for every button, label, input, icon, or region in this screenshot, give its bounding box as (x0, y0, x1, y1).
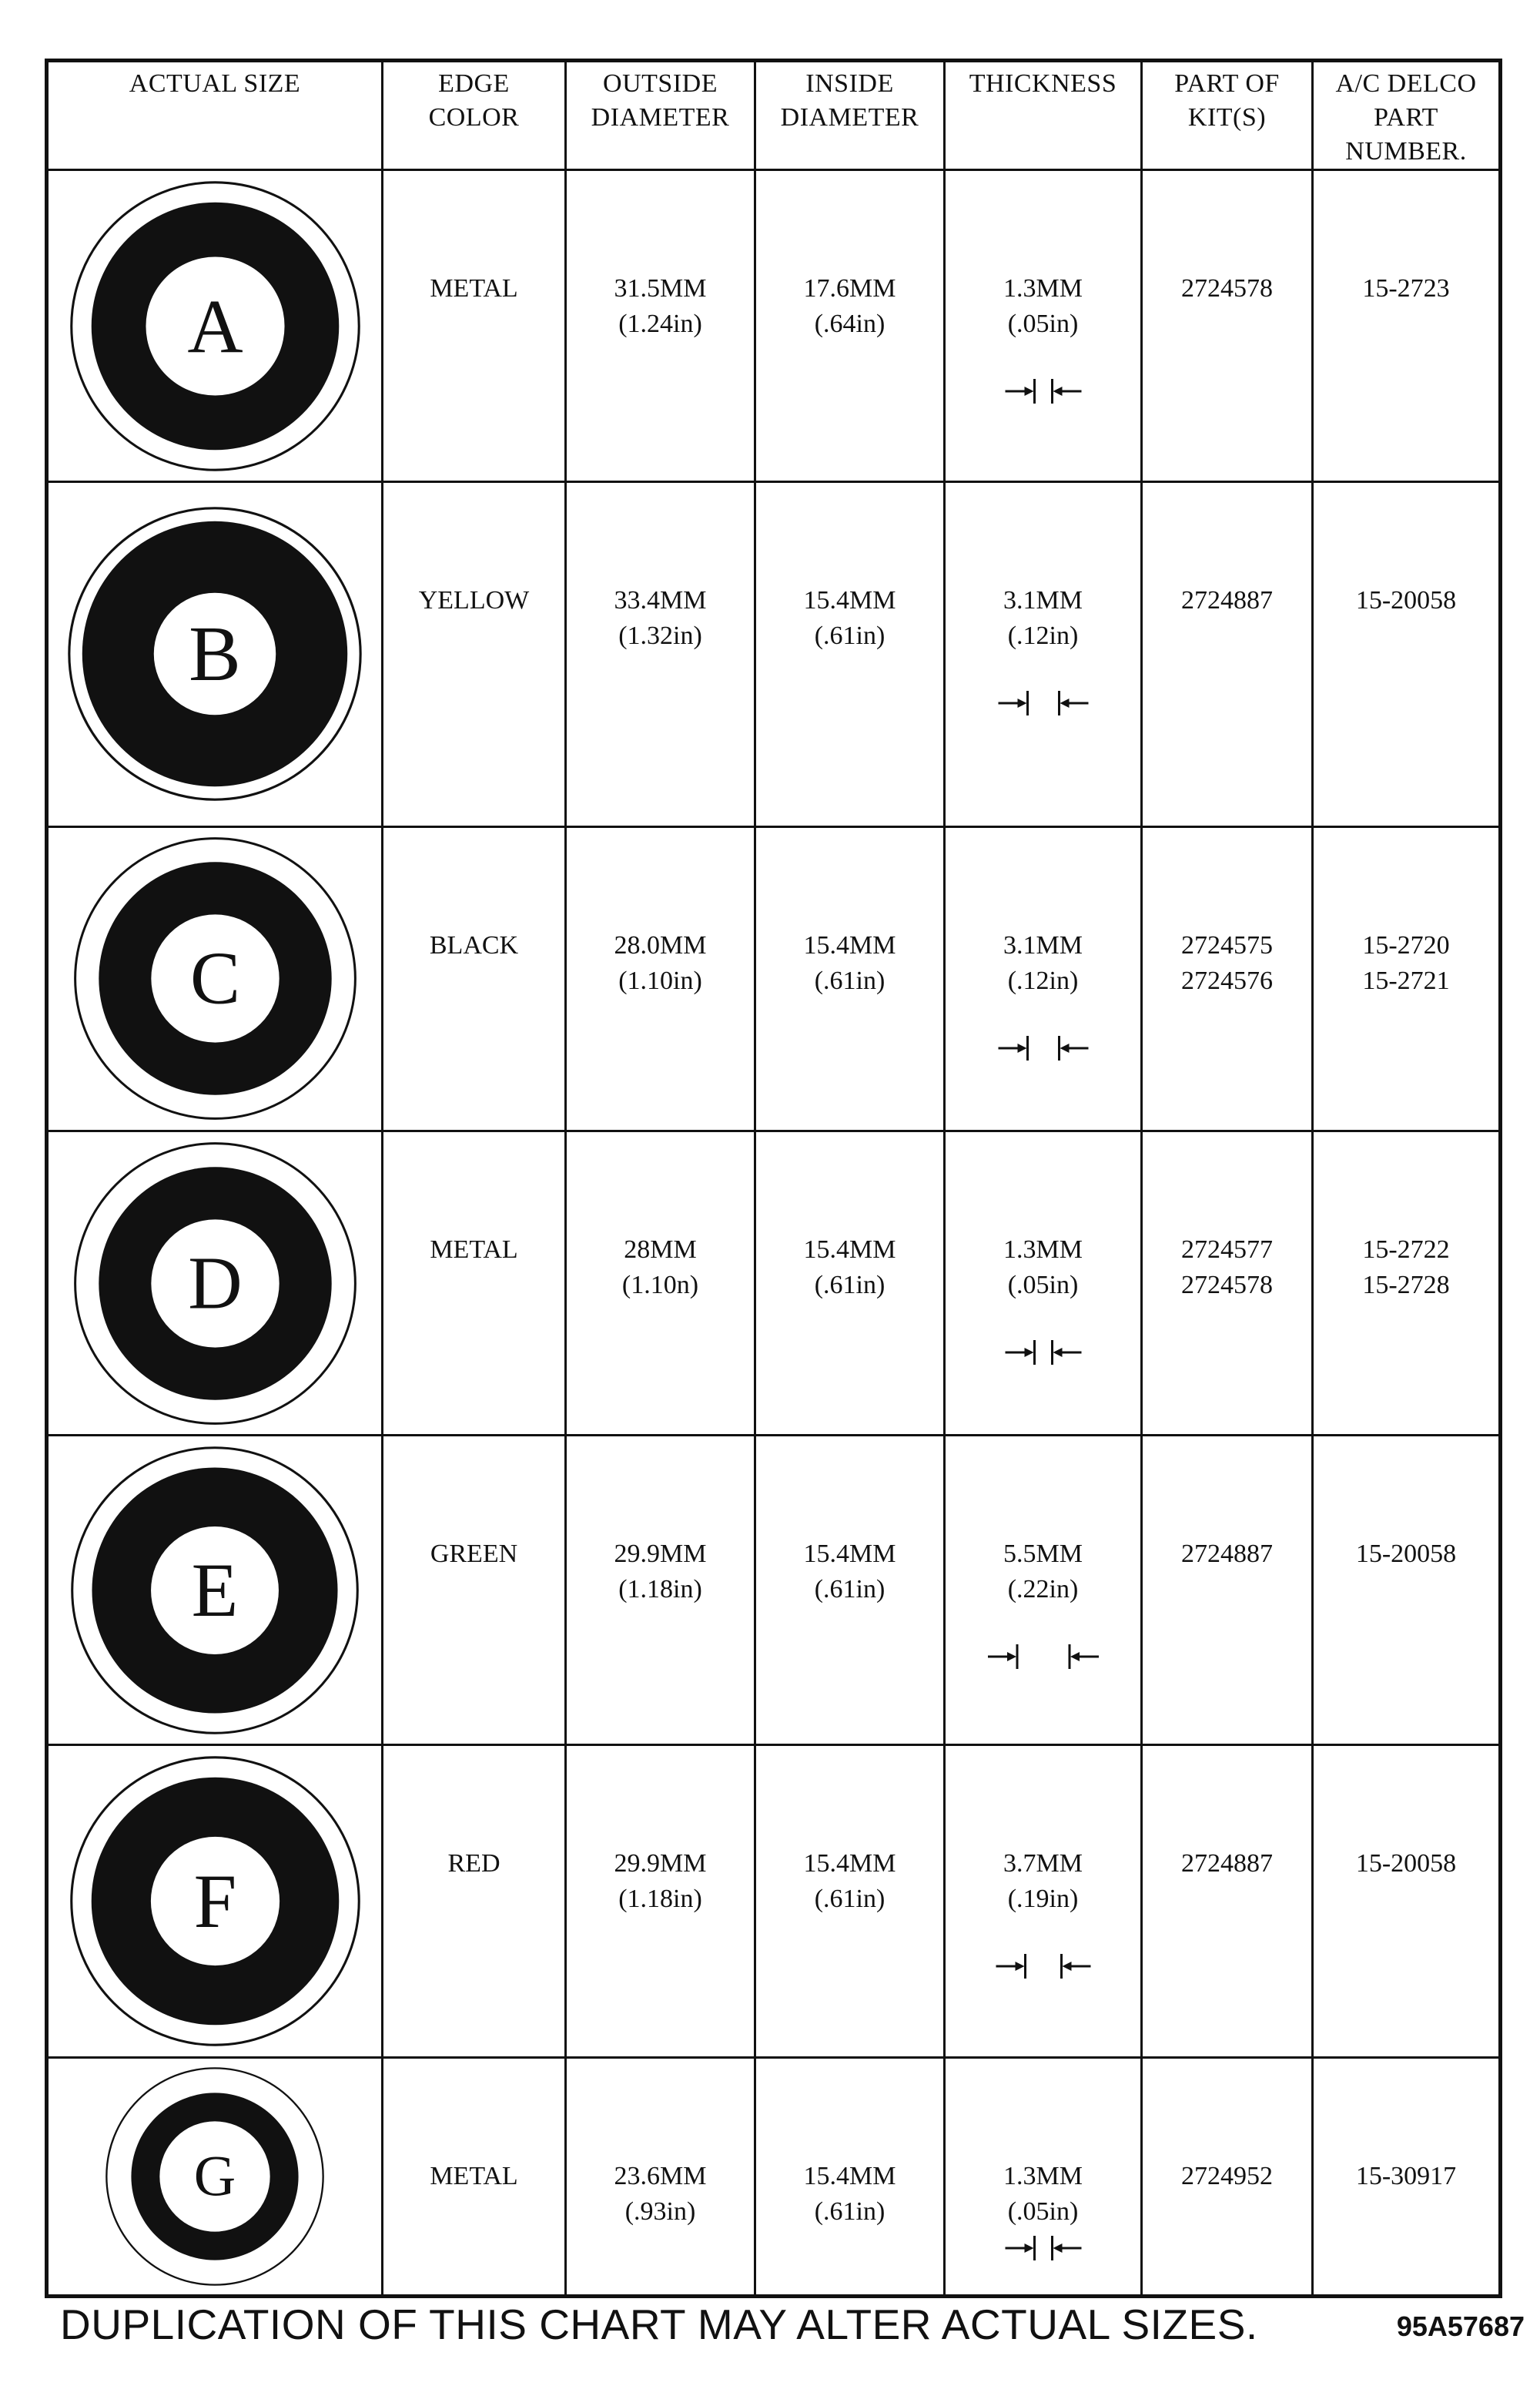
header-delco-line3: NUMBER. (1345, 137, 1467, 166)
gasket-row (47, 1436, 1501, 1745)
inside-diameter-cell (755, 1436, 945, 1745)
thickness-cell (945, 2057, 1142, 2296)
edge-color-cell (383, 1131, 566, 1435)
gasket-letter: A (186, 283, 243, 369)
edge-color-cell (383, 482, 566, 826)
thickness-line2: (.19in) (1007, 1885, 1079, 1914)
inside-diameter-line2: (.61in) (814, 1575, 886, 1604)
outside-diameter-line1: 28.0MM (614, 930, 707, 960)
inside-diameter-line1: 15.4MM (803, 2161, 896, 2190)
inside-diameter-cell (755, 1745, 945, 2057)
outside-diameter-cell (566, 1436, 755, 1745)
inside-diameter-line1: 17.6MM (803, 274, 896, 303)
thickness-arrows-icon (982, 1337, 1105, 1368)
delco-part-number-line1: 15-20058 (1355, 1849, 1457, 1878)
inside-diameter-line2: (.61in) (814, 2197, 886, 2226)
header-part-of-kits (1142, 61, 1313, 170)
kit-number-line1: 2724578 (1181, 274, 1273, 303)
thickness-arrows-icon (982, 688, 1105, 719)
header-kits-line2: KIT(S) (1187, 103, 1267, 132)
inside-diameter-line2: (.61in) (814, 1270, 886, 1299)
inside-diameter-line1: 15.4MM (803, 1540, 896, 1569)
header-actual-size: ACTUAL SIZE (47, 61, 383, 170)
kit-number-line1: 2724887 (1181, 1849, 1273, 1878)
header-id-line1: INSIDE (805, 69, 894, 98)
inside-diameter-cell (755, 482, 945, 826)
delco-part-number-cell (1313, 826, 1501, 1131)
header-delco-line1: A/C DELCO (1335, 69, 1477, 98)
thickness-arrows-icon (982, 1033, 1105, 1064)
actual-size-cell (47, 482, 383, 826)
gasket-row (47, 1131, 1501, 1435)
edge-color-value: METAL (430, 2161, 518, 2190)
gasket-drawing (103, 2065, 326, 2288)
gasket-letter: D (187, 1242, 243, 1325)
part-of-kits-cell (1142, 826, 1313, 1131)
gasket-letter: B (189, 611, 241, 698)
actual-size-cell (47, 2057, 383, 2296)
gasket-letter: F (193, 1858, 236, 1945)
thickness-line2: (.05in) (1007, 1270, 1079, 1299)
delco-part-number-line2: 15-2728 (1362, 1270, 1450, 1299)
part-of-kits-cell (1142, 170, 1313, 482)
gasket-row (47, 2057, 1501, 2296)
outside-diameter-line2: (1.24in) (618, 310, 702, 338)
delco-part-number-line2: 15-2721 (1362, 966, 1450, 995)
edge-color-value: BLACK (429, 930, 519, 960)
gasket-letter: E (191, 1547, 239, 1633)
inside-diameter-line1: 15.4MM (803, 1235, 896, 1264)
edge-color-cell (383, 2057, 566, 2296)
actual-size-cell (47, 170, 383, 482)
gasket-drawing (68, 1443, 362, 1737)
inside-diameter-cell (755, 826, 945, 1131)
kit-number-line1: 2724577 (1181, 1235, 1273, 1264)
edge-color-cell (383, 170, 566, 482)
gasket-row (47, 170, 1501, 482)
outside-diameter-line1: 29.9MM (614, 1849, 707, 1878)
edge-color-cell (383, 1745, 566, 2057)
actual-size-cell (47, 826, 383, 1131)
thickness-cell (945, 1436, 1142, 1745)
delco-part-number-cell (1313, 482, 1501, 826)
header-row (47, 61, 1501, 170)
part-of-kits-cell (1142, 1745, 1313, 2057)
thickness-line2: (.05in) (1007, 310, 1079, 338)
delco-part-number-line1: 15-30917 (1355, 2161, 1457, 2190)
thickness-cell (945, 170, 1142, 482)
thickness-line1: 5.5MM (1003, 1540, 1083, 1569)
header-delco-part-number (1313, 61, 1501, 170)
kit-number-line1: 2724887 (1181, 1540, 1273, 1569)
kit-number-line1: 2724575 (1181, 930, 1273, 960)
thickness-indicator (946, 688, 1140, 719)
gasket-drawing (71, 1139, 360, 1428)
outside-diameter-cell (566, 170, 755, 482)
delco-part-number-cell (1313, 1745, 1501, 2057)
inside-diameter-line1: 15.4MM (803, 930, 896, 960)
header-edge-color (383, 61, 566, 170)
header-od-line1: OUTSIDE (603, 69, 718, 98)
edge-color-value: GREEN (430, 1540, 518, 1569)
header-edge-color-line2: COLOR (428, 103, 520, 132)
thickness-indicator (946, 1641, 1140, 1672)
outside-diameter-line1: 23.6MM (614, 2161, 707, 2190)
thickness-arrows-icon (982, 1951, 1105, 1982)
part-of-kits-cell (1142, 1436, 1313, 1745)
part-of-kits-cell (1142, 482, 1313, 826)
edge-color-value: METAL (430, 274, 518, 303)
inside-diameter-line2: (.61in) (814, 622, 886, 651)
gasket-drawing (65, 504, 365, 804)
gasket-drawing (67, 1753, 363, 2049)
edge-color-cell (383, 826, 566, 1131)
edge-color-value: YELLOW (418, 586, 530, 615)
header-kits-line1: PART OF (1174, 69, 1280, 98)
outside-diameter-line2: (1.10in) (618, 966, 702, 995)
outside-diameter-line1: 31.5MM (614, 274, 707, 303)
thickness-cell (945, 1745, 1142, 2057)
outside-diameter-line2: (1.10n) (621, 1270, 699, 1299)
outside-diameter-cell (566, 482, 755, 826)
thickness-line1: 1.3MM (1003, 274, 1083, 303)
delco-part-number-line1: 15-2723 (1362, 274, 1450, 303)
kit-number-line2: 2724578 (1181, 1270, 1273, 1299)
inside-diameter-line2: (.61in) (814, 1885, 886, 1914)
thickness-arrows-icon (982, 2233, 1105, 2264)
delco-part-number-cell (1313, 1131, 1501, 1435)
thickness-line1: 1.3MM (1003, 2161, 1083, 2190)
thickness-line1: 3.1MM (1003, 586, 1083, 615)
gasket-row (47, 826, 1501, 1131)
delco-part-number-line1: 15-20058 (1355, 586, 1457, 615)
gasket-letter: C (189, 937, 240, 1020)
thickness-line2: (.22in) (1007, 1575, 1079, 1604)
thickness-indicator (946, 1951, 1140, 1982)
delco-part-number-cell (1313, 1436, 1501, 1745)
outside-diameter-line2: (1.18in) (618, 1575, 702, 1604)
actual-size-cell (47, 1131, 383, 1435)
outside-diameter-cell (566, 826, 755, 1131)
thickness-cell (945, 1131, 1142, 1435)
delco-part-number-line1: 15-2720 (1362, 930, 1450, 960)
header-inside-diameter (755, 61, 945, 170)
actual-size-cell (47, 1745, 383, 2057)
edge-color-value: RED (447, 1849, 500, 1878)
thickness-line1: 3.7MM (1003, 1849, 1083, 1878)
inside-diameter-cell (755, 2057, 945, 2296)
edge-color-cell (383, 1436, 566, 1745)
kit-number-line2: 2724576 (1181, 966, 1273, 995)
inside-diameter-cell (755, 170, 945, 482)
outside-diameter-line2: (.93in) (624, 2197, 696, 2226)
outside-diameter-line1: 29.9MM (614, 1540, 707, 1569)
thickness-cell (945, 826, 1142, 1131)
header-id-line2: DIAMETER (780, 103, 919, 132)
outside-diameter-cell (566, 1745, 755, 2057)
gasket-size-chart (45, 59, 1502, 2298)
kit-number-line1: 2724952 (1181, 2161, 1273, 2190)
gasket-row (47, 1745, 1501, 2057)
thickness-line2: (.12in) (1007, 966, 1079, 995)
thickness-line2: (.05in) (1007, 2197, 1079, 2226)
header-od-line2: DIAMETER (591, 103, 730, 132)
outside-diameter-line2: (1.18in) (618, 1885, 702, 1914)
outside-diameter-line2: (1.32in) (618, 622, 702, 651)
thickness-indicator (946, 1033, 1140, 1064)
thickness-indicator (946, 1337, 1140, 1368)
delco-part-number-cell (1313, 170, 1501, 482)
gasket-letter: G (193, 2144, 236, 2209)
gasket-drawing (67, 178, 363, 474)
delco-part-number-line1: 15-2722 (1362, 1235, 1450, 1264)
thickness-indicator (946, 2233, 1140, 2264)
outside-diameter-cell (566, 2057, 755, 2296)
header-thickness: THICKNESS (945, 61, 1142, 170)
thickness-arrows-icon (982, 1641, 1105, 1672)
thickness-line1: 1.3MM (1003, 1235, 1083, 1264)
inside-diameter-line1: 15.4MM (803, 586, 896, 615)
outside-diameter-cell (566, 1131, 755, 1435)
kit-number-line1: 2724887 (1181, 586, 1273, 615)
thickness-cell (945, 482, 1142, 826)
header-delco-line2: PART (1374, 103, 1438, 132)
outside-diameter-line1: 28MM (624, 1235, 697, 1264)
header-edge-color-line1: EDGE (438, 69, 510, 98)
thickness-indicator (946, 376, 1140, 407)
inside-diameter-line1: 15.4MM (803, 1849, 896, 1878)
gasket-drawing (71, 834, 360, 1123)
thickness-arrows-icon (982, 376, 1105, 407)
thickness-line1: 3.1MM (1003, 930, 1083, 960)
actual-size-cell (47, 1436, 383, 1745)
edge-color-value: METAL (430, 1235, 518, 1264)
gasket-row (47, 482, 1501, 826)
part-of-kits-cell (1142, 1131, 1313, 1435)
inside-diameter-line2: (.64in) (814, 310, 886, 338)
thickness-line2: (.12in) (1007, 622, 1079, 651)
delco-part-number-line1: 15-20058 (1355, 1540, 1457, 1569)
part-of-kits-cell (1142, 2057, 1313, 2296)
duplication-warning: DUPLICATION OF THIS CHART MAY ALTER ACTUAL SIZES. (60, 2300, 1258, 2348)
outside-diameter-line1: 33.4MM (614, 586, 707, 615)
inside-diameter-cell (755, 1131, 945, 1435)
drawing-id: 95A57687 (1396, 2310, 1525, 2342)
inside-diameter-line2: (.61in) (814, 966, 886, 995)
header-outside-diameter (566, 61, 755, 170)
delco-part-number-cell (1313, 2057, 1501, 2296)
